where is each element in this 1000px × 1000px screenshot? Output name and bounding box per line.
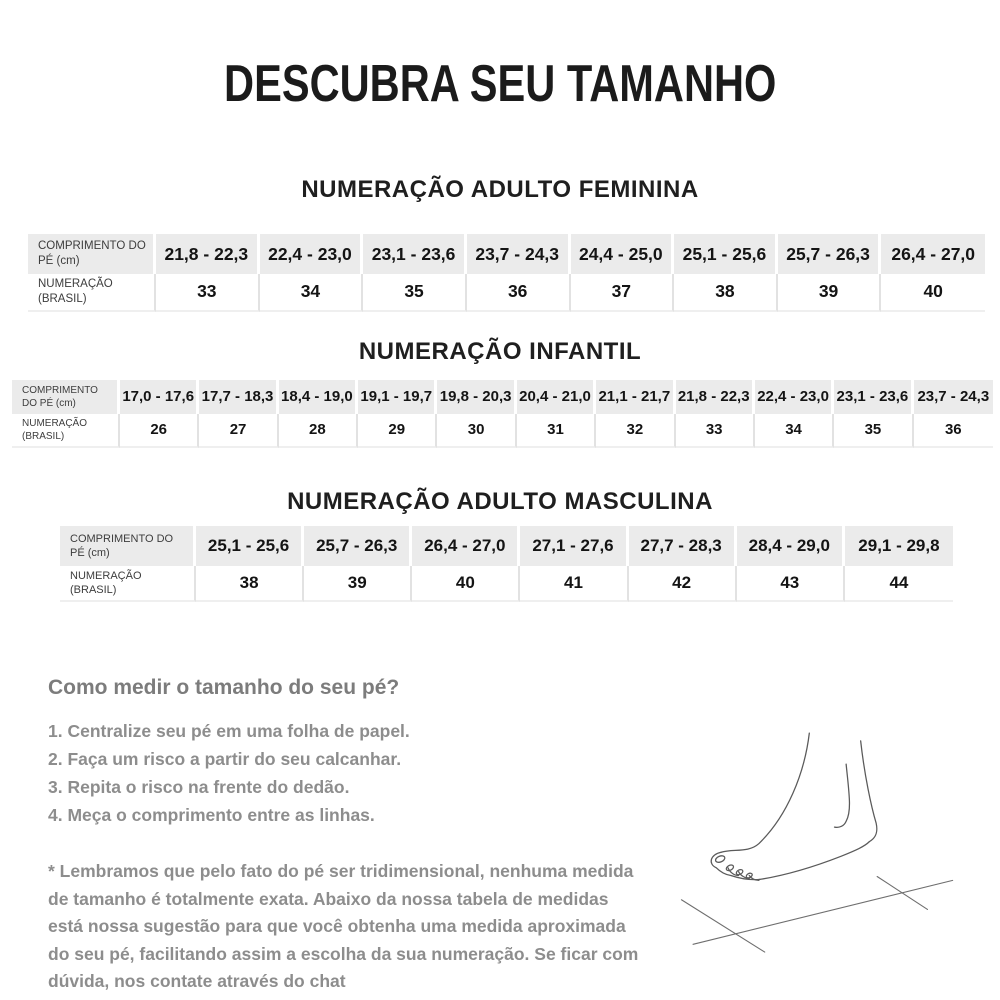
size-cell: 34	[260, 274, 364, 312]
size-cell: 29	[358, 414, 437, 448]
table-infantil	[12, 380, 993, 448]
length-cell: 21,8 - 22,3	[156, 234, 260, 274]
length-cell: 19,8 - 20,3	[437, 380, 516, 414]
length-cell: 21,8 - 22,3	[676, 380, 755, 414]
how-to-measure-section	[48, 676, 988, 996]
size-cell: 40	[412, 566, 520, 603]
size-cell: 37	[571, 274, 675, 312]
size-cell: 32	[596, 414, 675, 448]
page-title	[0, 54, 1000, 114]
foot-illustration	[664, 728, 974, 963]
length-cell: 28,4 - 29,0	[737, 526, 845, 566]
row-label-comprimento: COMPRIMENTO DO PÉ (cm)	[60, 526, 196, 566]
table-row	[12, 414, 993, 448]
step-2: 2. Faça um risco a partir do seu calcanhar.	[48, 749, 402, 770]
size-cell: 26	[120, 414, 199, 448]
length-cell: 23,7 - 24,3	[467, 234, 571, 274]
step-3: 3. Repita o risco na frente do dedão.	[48, 777, 350, 798]
table-row	[12, 380, 993, 414]
length-cell: 20,4 - 21,0	[517, 380, 596, 414]
size-guide-page	[0, 54, 1000, 1000]
step-4: 4. Meça o comprimento entre as linhas.	[48, 805, 375, 826]
size-cell: 36	[467, 274, 571, 312]
length-cell: 21,1 - 21,7	[596, 380, 675, 414]
length-cell: 23,1 - 23,6	[363, 234, 467, 274]
page-title-text: DESCUBRA SEU TAMANHO	[223, 55, 777, 113]
size-cell: 35	[834, 414, 913, 448]
row-label-numeracao: NUMERAÇÃO (BRASIL)	[28, 274, 156, 312]
table-row	[28, 274, 985, 312]
length-cell: 27,7 - 28,3	[629, 526, 737, 566]
row-label-comprimento: COMPRIMENTO DO PÉ (cm)	[28, 234, 156, 274]
length-cell: 27,1 - 27,6	[520, 526, 628, 566]
size-cell: 43	[737, 566, 845, 603]
disclaimer-note: * Lembramos que pelo fato do pé ser tridimensional, nenhuma medida de tamanho é totalmente exata. Abaixo da nossa tabela de medidas está nossa sugestão para que você obtenha uma medida aproximada do seu pé, facilitando assim a escolha da sua numeração. Se ficar com dúvida, nos contate através do chat	[48, 861, 639, 992]
size-cell: 44	[845, 566, 953, 603]
size-cell: 33	[156, 274, 260, 312]
size-cell: 31	[517, 414, 596, 448]
size-cell: 39	[304, 566, 412, 603]
section-heading-feminina: NUMERAÇÃO ADULTO FEMININA	[301, 176, 699, 203]
size-cell: 34	[755, 414, 834, 448]
length-cell: 17,7 - 18,3	[199, 380, 278, 414]
length-cell: 26,4 - 27,0	[412, 526, 520, 566]
length-cell: 23,1 - 23,6	[834, 380, 913, 414]
size-cell: 35	[363, 274, 467, 312]
length-cell: 19,1 - 19,7	[358, 380, 437, 414]
length-cell: 25,7 - 26,3	[778, 234, 882, 274]
table-feminina	[28, 234, 985, 312]
how-to-heading: Como medir o tamanho do seu pé?	[48, 676, 400, 700]
length-cell: 26,4 - 27,0	[881, 234, 985, 274]
size-cell: 33	[676, 414, 755, 448]
size-cell: 30	[437, 414, 516, 448]
size-cell: 38	[674, 274, 778, 312]
step-1: 1. Centralize seu pé em uma folha de papel.	[48, 721, 410, 742]
length-cell: 23,7 - 24,3	[914, 380, 993, 414]
length-cell: 22,4 - 23,0	[755, 380, 834, 414]
size-cell: 38	[196, 566, 304, 603]
size-cell: 42	[629, 566, 737, 603]
table-row	[60, 526, 953, 566]
table-row	[28, 234, 985, 274]
size-cell: 41	[520, 566, 628, 603]
row-label-comprimento: COMPRIMENTO DO PÉ (cm)	[12, 380, 120, 414]
foot-line-drawing-icon	[664, 728, 974, 963]
length-cell: 25,1 - 25,6	[674, 234, 778, 274]
table-row	[60, 566, 953, 603]
table-masculina	[60, 526, 953, 603]
size-cell: 28	[279, 414, 358, 448]
section-heading-masculina: NUMERAÇÃO ADULTO MASCULINA	[287, 487, 713, 515]
size-cell: 27	[199, 414, 278, 448]
length-cell: 18,4 - 19,0	[279, 380, 358, 414]
size-cell: 36	[914, 414, 993, 448]
size-cell: 39	[778, 274, 882, 312]
length-cell: 17,0 - 17,6	[120, 380, 199, 414]
row-label-numeracao: NUMERAÇÃO (BRASIL)	[12, 414, 120, 448]
length-cell: 25,7 - 26,3	[304, 526, 412, 566]
length-cell: 24,4 - 25,0	[571, 234, 675, 274]
section-heading-infantil: NUMERAÇÃO INFANTIL	[358, 337, 642, 365]
row-label-numeracao: NUMERAÇÃO (BRASIL)	[60, 566, 196, 603]
length-cell: 22,4 - 23,0	[260, 234, 364, 274]
size-cell: 40	[881, 274, 985, 312]
length-cell: 29,1 - 29,8	[845, 526, 953, 566]
length-cell: 25,1 - 25,6	[196, 526, 304, 566]
